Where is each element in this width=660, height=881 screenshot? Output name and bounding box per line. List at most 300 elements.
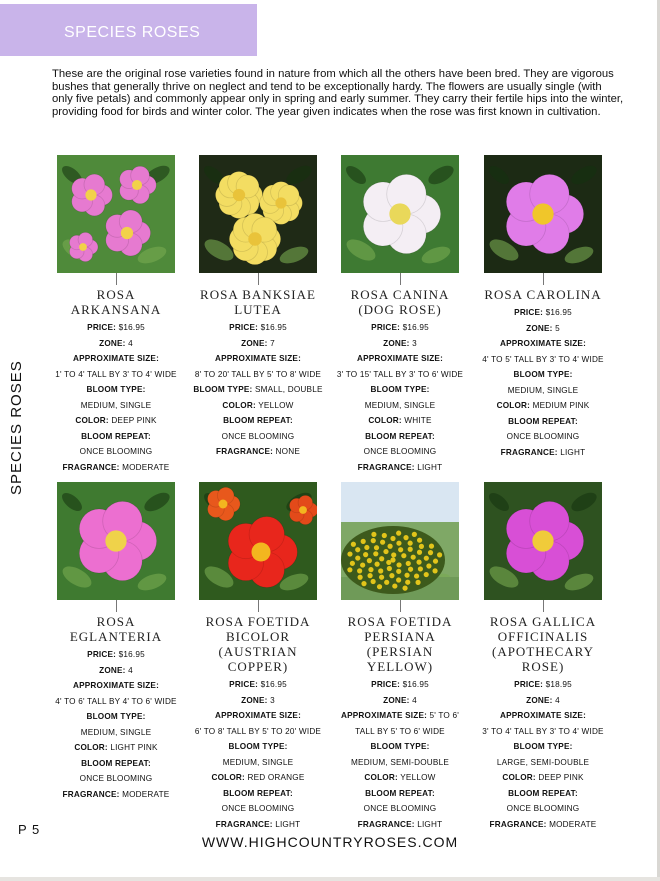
rose-card[interactable] xyxy=(46,482,186,802)
rose-specs xyxy=(188,677,328,832)
spec-value: 7 xyxy=(270,338,275,348)
blossom xyxy=(386,560,391,565)
deep-pink-rose-photo xyxy=(484,482,602,600)
spec-value: $16.95 xyxy=(118,650,145,659)
spec-value: $16.95 xyxy=(260,680,287,689)
rose-name: ROSA GALLICA OFFICINALIS (APOTHECARY ROSE) xyxy=(489,614,597,674)
website-url[interactable]: WWW.HIGHCOUNTRYROSES.COM xyxy=(201,834,459,850)
spec-line xyxy=(330,444,470,460)
rose-specs xyxy=(330,320,470,475)
spec-label: ZONE: xyxy=(99,665,126,675)
spec-line xyxy=(473,801,613,817)
blossom xyxy=(387,544,392,549)
connector-line xyxy=(543,273,544,285)
spec-line xyxy=(46,429,186,445)
spec-label: BLOOM TYPE: xyxy=(513,370,573,379)
spec-line xyxy=(46,771,186,787)
spec-line xyxy=(46,413,186,429)
spec-label: BLOOM REPEAT: xyxy=(365,431,435,441)
connector-line xyxy=(543,600,544,612)
connector-line xyxy=(116,273,117,285)
blossom xyxy=(355,547,360,552)
spec-label: BLOOM TYPE: xyxy=(370,742,430,751)
spec-line xyxy=(188,817,328,833)
blossom xyxy=(392,583,397,588)
rose-name: ROSA CANINA (DOG ROSE) xyxy=(350,287,450,317)
spec-line xyxy=(473,724,613,740)
spec-value: 3' TO 15' TALL BY 3' TO 6' WIDE xyxy=(336,369,464,379)
blossom xyxy=(433,559,438,564)
spec-label: APPROXIMATE SIZE: xyxy=(72,681,160,690)
blossom xyxy=(402,586,407,591)
spec-value: MEDIUM, SEMI-DOUBLE xyxy=(351,757,449,767)
blossom xyxy=(380,540,385,545)
spec-value: 5' TO 6' xyxy=(429,711,459,720)
blossom xyxy=(364,545,369,550)
flower-center xyxy=(79,243,87,251)
spec-line xyxy=(330,724,470,740)
blossom xyxy=(396,569,401,574)
blossom xyxy=(416,560,421,565)
spec-label: FRAGRANCE: xyxy=(489,819,547,829)
spec-label: BLOOM TYPE: xyxy=(86,712,146,721)
spec-label: BLOOM TYPE: xyxy=(228,742,288,751)
spec-line xyxy=(46,351,186,367)
spec-value: 4' TO 5' TALL BY 3' TO 4' WIDE xyxy=(482,354,604,364)
flower-center xyxy=(532,203,553,224)
blossom xyxy=(371,532,376,537)
blossom xyxy=(401,553,406,558)
spec-value: SMALL, DOUBLE xyxy=(254,385,323,394)
spec-value: 1' TO 4' TALL BY 3' TO 4' WIDE xyxy=(55,369,177,379)
blossom xyxy=(367,558,372,563)
spec-value: MEDIUM, SINGLE xyxy=(80,400,152,410)
spec-label: APPROXIMATE SIZE: xyxy=(356,354,444,363)
blossom xyxy=(374,545,379,550)
blossom xyxy=(404,573,409,578)
spec-label: PRICE: xyxy=(229,323,259,332)
spec-label: FRAGRANCE: xyxy=(62,789,120,799)
blossom xyxy=(361,581,366,586)
spec-line xyxy=(473,429,613,445)
spec-value: 5 xyxy=(555,323,560,333)
spec-label: ZONE: xyxy=(383,338,410,348)
spec-line xyxy=(473,305,613,321)
spec-line xyxy=(473,445,613,461)
red-orange-rose-photo xyxy=(199,482,317,600)
white-single-rose-photo xyxy=(341,155,459,273)
blossom xyxy=(396,531,401,536)
spec-line xyxy=(330,367,470,383)
connector-line xyxy=(258,273,259,285)
flower-center xyxy=(275,197,286,208)
spec-value: ONCE BLOOMING xyxy=(79,447,153,456)
rose-card[interactable] xyxy=(473,155,613,460)
blossom xyxy=(396,541,401,546)
spec-line xyxy=(473,786,613,802)
blossom xyxy=(347,567,352,572)
spec-line xyxy=(46,725,186,741)
spec-line xyxy=(330,351,470,367)
flower-center xyxy=(233,189,245,201)
rose-card[interactable] xyxy=(188,482,328,832)
spec-line xyxy=(473,755,613,771)
flower-center xyxy=(105,530,126,551)
connector-line xyxy=(400,600,401,612)
spec-value: 4 xyxy=(555,695,560,705)
rose-specs xyxy=(46,320,186,475)
spec-value: NONE xyxy=(275,447,300,456)
spec-value: 8' TO 20' TALL BY 5' TO 8' WIDE xyxy=(194,369,322,379)
spec-label: FRAGRANCE: xyxy=(500,447,558,457)
spec-value: MODERATE xyxy=(122,789,170,799)
spec-line xyxy=(46,678,186,694)
blossom xyxy=(373,551,378,556)
spec-line xyxy=(46,740,186,756)
rose-name: ROSA FOETIDA PERSIANA (PERSIAN YELLOW) xyxy=(347,614,453,674)
spec-label: FRAGRANCE: xyxy=(357,462,415,472)
spec-line xyxy=(188,413,328,429)
spec-line xyxy=(473,708,613,724)
spec-value: 3 xyxy=(270,695,275,705)
spec-label: APPROXIMATE SIZE: xyxy=(499,711,587,720)
blossom xyxy=(408,567,413,572)
spec-line xyxy=(46,460,186,476)
spec-line xyxy=(46,709,186,725)
spec-label: COLOR: xyxy=(364,773,398,782)
spec-line xyxy=(473,383,613,399)
spec-label: FRAGRANCE: xyxy=(216,447,274,456)
spec-value: LIGHT PINK xyxy=(110,743,158,752)
rose-name: ROSA FOETIDA BICOLOR (AUSTRIAN COPPER) xyxy=(205,614,311,674)
flower-center xyxy=(299,506,307,514)
blossom xyxy=(378,568,383,573)
spec-line xyxy=(330,693,470,709)
spec-value: YELLOW xyxy=(400,773,436,782)
rose-name: ROSA ARKANSANA xyxy=(70,287,162,317)
spec-line xyxy=(188,320,328,336)
blossom xyxy=(379,575,384,580)
spec-label: COLOR: xyxy=(211,773,245,782)
spec-label: BLOOM REPEAT: xyxy=(81,431,151,441)
rose-name: ROSA BANKSIAE LUTEA xyxy=(200,287,316,317)
blossom xyxy=(371,538,376,543)
spec-value: WHITE xyxy=(404,416,432,425)
spec-line xyxy=(330,755,470,771)
spec-label: ZONE: xyxy=(99,338,126,348)
spec-value: 6' TO 8' TALL BY 5' TO 20' WIDE xyxy=(194,726,322,736)
blossom xyxy=(389,573,394,578)
blossom xyxy=(367,573,372,578)
blossom xyxy=(428,550,433,555)
spec-line xyxy=(330,708,470,724)
spec-line xyxy=(330,336,470,352)
spec-line xyxy=(188,786,328,802)
spec-label: APPROXIMATE SIZE: xyxy=(72,354,160,363)
spec-line xyxy=(330,677,470,693)
spec-value: MEDIUM PINK xyxy=(532,401,590,410)
spec-line xyxy=(330,398,470,414)
blossom xyxy=(357,568,362,573)
rose-card[interactable] xyxy=(188,155,328,460)
spec-value: MODERATE xyxy=(549,819,597,829)
blossom xyxy=(361,539,366,544)
spec-value: ONCE BLOOMING xyxy=(363,447,437,456)
spec-label: APPROXIMATE SIZE: xyxy=(214,354,302,363)
rose-card[interactable] xyxy=(473,482,613,832)
spec-line xyxy=(188,677,328,693)
spec-value: $16.95 xyxy=(260,323,287,332)
spec-label: COLOR: xyxy=(368,416,402,425)
spec-value: MEDIUM, SINGLE xyxy=(507,385,579,395)
spec-value: 3 xyxy=(412,338,417,348)
flower-center xyxy=(132,180,142,190)
blossom xyxy=(406,561,411,566)
blossom xyxy=(426,563,431,568)
spec-value: $16.95 xyxy=(118,323,145,332)
spec-line xyxy=(188,429,328,445)
blossom xyxy=(355,555,360,560)
spec-line xyxy=(188,708,328,724)
spec-label: COLOR: xyxy=(74,743,108,752)
rose-specs xyxy=(188,320,328,460)
spec-label: COLOR: xyxy=(496,401,531,410)
blossom xyxy=(411,555,416,560)
spec-line xyxy=(188,336,328,352)
spec-value: ONCE BLOOMING xyxy=(363,804,437,813)
connector-line xyxy=(400,273,401,285)
spec-label: BLOOM REPEAT: xyxy=(508,788,578,798)
spec-label: PRICE: xyxy=(371,323,401,332)
blossom xyxy=(429,544,434,549)
spec-line xyxy=(188,398,328,414)
rose-name: ROSA CAROLINA xyxy=(484,287,602,302)
spec-line xyxy=(330,817,470,833)
spec-line xyxy=(188,351,328,367)
spec-label: FRAGRANCE: xyxy=(215,819,273,829)
spec-label: COLOR: xyxy=(222,400,256,410)
spec-label: BLOOM REPEAT: xyxy=(508,416,578,426)
spec-label: COLOR: xyxy=(75,416,109,425)
flower-center xyxy=(121,227,133,239)
blossom xyxy=(377,584,382,589)
spec-line xyxy=(188,724,328,740)
spec-label: BLOOM TYPE: xyxy=(193,385,253,394)
spec-value: DEEP PINK xyxy=(538,773,584,782)
page-bottom-edge xyxy=(0,877,660,881)
spec-label: BLOOM REPEAT: xyxy=(223,788,293,798)
blossom xyxy=(417,550,422,555)
spec-line xyxy=(473,677,613,693)
rose-specs xyxy=(473,305,613,460)
flower xyxy=(215,171,262,218)
spec-label: PRICE: xyxy=(87,650,117,659)
spec-value: DEEP PINK xyxy=(111,416,157,425)
spec-line xyxy=(46,367,186,383)
spec-line xyxy=(188,755,328,771)
spec-line xyxy=(46,336,186,352)
spec-line xyxy=(46,382,186,398)
spec-line xyxy=(46,694,186,710)
spec-label: BLOOM REPEAT: xyxy=(81,758,151,768)
spec-line xyxy=(330,739,470,755)
intro-paragraph: These are the original rose varieties found in nature from which all the others have been bred. They are vigorous bushes that generally thrive on neglect and tend to be exceptionally hardy. The flowers are usually single (with only five petals) and commonly appear only in spring and early summer. They carry their fertile hips into the winter, providing food for birds and winter color. The year given indicates when the rose was first known in cultivation. xyxy=(52,68,624,118)
flower-center xyxy=(389,203,410,224)
spec-label: BLOOM TYPE: xyxy=(86,385,146,394)
spec-line xyxy=(473,336,613,352)
spec-value: 4' TO 6' TALL BY 4' TO 6' WIDE xyxy=(55,696,177,706)
blossom xyxy=(347,551,352,556)
spec-value: RED ORANGE xyxy=(247,773,305,782)
spec-label: APPROXIMATE SIZE: xyxy=(499,339,587,348)
section-title: SPECIES ROSES xyxy=(64,24,201,41)
spec-label: PRICE: xyxy=(87,323,117,332)
flower-center xyxy=(85,189,96,200)
rose-specs xyxy=(46,647,186,802)
spec-label: BLOOM TYPE: xyxy=(513,742,573,751)
spec-label: ZONE: xyxy=(526,323,553,333)
spec-value: MODERATE xyxy=(122,462,170,472)
flower-center xyxy=(248,232,261,245)
blossom xyxy=(419,544,424,549)
spec-value: LIGHT xyxy=(417,819,443,829)
spec-label: PRICE: xyxy=(514,308,544,317)
blossom xyxy=(384,580,389,585)
yellow-double-rose-photo xyxy=(199,155,317,273)
connector-line xyxy=(116,600,117,612)
medium-pink-rose-photo xyxy=(484,155,602,273)
spec-value: ONCE BLOOMING xyxy=(506,432,580,441)
spec-label: PRICE: xyxy=(229,680,259,689)
blossom xyxy=(382,533,387,538)
spec-line xyxy=(188,693,328,709)
spec-line xyxy=(46,787,186,803)
spec-value: YELLOW xyxy=(258,400,294,410)
spec-label: ZONE: xyxy=(241,695,268,705)
spec-line xyxy=(473,770,613,786)
spec-value: ONCE BLOOMING xyxy=(221,804,295,813)
spec-value: $16.95 xyxy=(545,308,572,317)
spec-line xyxy=(330,413,470,429)
blossom xyxy=(387,566,392,571)
flower-center xyxy=(251,542,270,561)
spec-value: LIGHT xyxy=(560,447,586,457)
spec-line xyxy=(330,460,470,476)
spec-value: $16.95 xyxy=(402,680,429,689)
spec-label: APPROXIMATE SIZE: xyxy=(341,711,428,720)
rose-specs xyxy=(473,677,613,832)
rose-card[interactable] xyxy=(46,155,186,475)
spec-line xyxy=(330,801,470,817)
spec-value: 4 xyxy=(128,338,133,348)
spec-line xyxy=(46,398,186,414)
section-banner xyxy=(0,4,257,56)
blossom xyxy=(360,562,365,567)
spec-line xyxy=(473,321,613,337)
blossom xyxy=(424,572,429,577)
blossom xyxy=(408,547,413,552)
spec-label: FRAGRANCE: xyxy=(62,462,120,472)
spec-value: MEDIUM, SINGLE xyxy=(80,727,152,737)
blossom xyxy=(383,549,388,554)
sky xyxy=(341,482,459,522)
spec-label: ZONE: xyxy=(383,695,410,705)
rose-name: ROSA EGLANTERIA xyxy=(69,614,163,644)
spec-value: 3' TO 4' TALL BY 3' TO 4' WIDE xyxy=(482,726,604,736)
blossom xyxy=(379,556,384,561)
spec-line xyxy=(473,817,613,833)
connector-line xyxy=(258,600,259,612)
spec-line xyxy=(330,786,470,802)
flower-center xyxy=(532,530,553,551)
pink-rose-cluster-photo xyxy=(57,155,175,273)
spec-value: ONCE BLOOMING xyxy=(506,804,580,813)
spec-value: 4 xyxy=(128,665,133,675)
light-pink-rose-photo xyxy=(57,482,175,600)
spec-value: 4 xyxy=(412,695,417,705)
spec-line xyxy=(473,352,613,368)
blossom xyxy=(415,580,420,585)
blossom xyxy=(396,577,401,582)
spec-line xyxy=(473,367,613,383)
blossom xyxy=(396,562,401,567)
spec-line xyxy=(330,320,470,336)
blossom xyxy=(390,536,395,541)
spec-line xyxy=(188,382,328,398)
spec-value: $18.95 xyxy=(545,680,572,689)
spec-line xyxy=(188,770,328,786)
spec-value: MEDIUM, SINGLE xyxy=(364,400,436,410)
spec-value: TALL BY 5' TO 6' WIDE xyxy=(355,726,445,736)
flower-center xyxy=(219,500,228,509)
spec-label: APPROXIMATE SIZE: xyxy=(214,711,302,720)
spec-label: BLOOM REPEAT: xyxy=(223,416,293,425)
blossom xyxy=(374,562,379,567)
spec-label: ZONE: xyxy=(526,695,553,705)
spec-value: LIGHT xyxy=(417,462,443,472)
blossom xyxy=(391,552,396,557)
spec-line xyxy=(473,739,613,755)
spec-label: BLOOM TYPE: xyxy=(370,385,430,394)
blossom xyxy=(363,552,368,557)
blossom xyxy=(358,575,363,580)
spec-line xyxy=(330,770,470,786)
blossom xyxy=(350,561,355,566)
spec-line xyxy=(46,647,186,663)
spec-label: PRICE: xyxy=(514,680,544,689)
rose-card[interactable] xyxy=(330,482,470,832)
rose-card[interactable] xyxy=(330,155,470,475)
spec-line xyxy=(188,444,328,460)
spec-line xyxy=(188,739,328,755)
spec-line xyxy=(46,663,186,679)
blossom xyxy=(408,541,413,546)
blossom xyxy=(437,552,442,557)
spec-line xyxy=(330,429,470,445)
page-number: P 5 xyxy=(18,822,41,837)
spec-line xyxy=(46,756,186,772)
spec-label: PRICE: xyxy=(371,680,401,689)
spec-label: COLOR: xyxy=(502,773,536,782)
spec-line xyxy=(188,367,328,383)
flower xyxy=(229,213,280,264)
spec-line xyxy=(473,693,613,709)
spec-line xyxy=(330,382,470,398)
yellow-shrub-photo xyxy=(341,482,459,600)
spec-line xyxy=(188,801,328,817)
rose-specs xyxy=(330,677,470,832)
spec-value: LARGE, SEMI-DOUBLE xyxy=(496,757,590,767)
